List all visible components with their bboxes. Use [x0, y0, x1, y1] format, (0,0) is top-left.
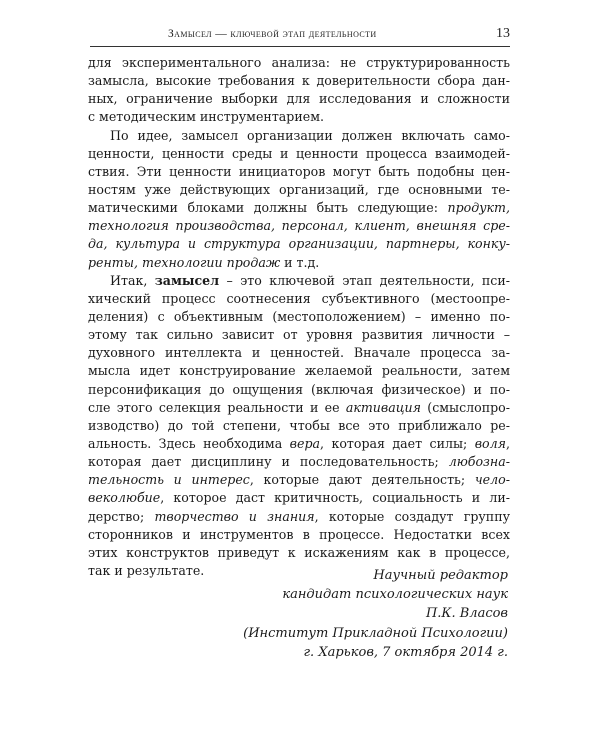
text-line [88, 235, 510, 253]
body-text [88, 54, 510, 580]
text-line: ценности, ценности среды и ценности процесса взаимодей- [88, 145, 510, 161]
emphasis: ренты, технологии продаж [88, 254, 281, 270]
text-line: изводство) до той степени, чтобы все это приближало ре- [88, 417, 510, 433]
header-rule [90, 46, 510, 47]
text-line: мысла идет конструирование желаемой реальности, затем [88, 363, 510, 379]
emphasis: вера [289, 435, 321, 451]
page-number: 13 [496, 26, 510, 41]
text-line: этому так сильно зависит от уровня развития личности – [88, 327, 510, 343]
signature-degree: кандидат психологических наук [282, 587, 508, 603]
signature-institute: (Институт Прикладной Психологии) [243, 625, 508, 641]
text-run: которая дает дисциплину и последовательность; [88, 454, 449, 470]
emphasis: активация [345, 399, 421, 415]
emphasis: да, культура и структура организации, партнеры, конку- [88, 236, 510, 252]
text-line: деления) с объективным (местоположением) – именно по- [88, 308, 510, 324]
emphasis: чело- [474, 472, 510, 488]
text-run: , которая дает силы; [320, 435, 475, 451]
text-line: ствия. Эти ценности инициаторов могут быть подобны цен- [88, 163, 510, 179]
signature-place-date: г. Харьков, 7 октября 2014 г. [303, 644, 508, 660]
emphasis: любозна- [448, 454, 510, 470]
text-line [88, 399, 510, 417]
emphasis: тельность и интерес [88, 472, 250, 488]
text-line: духовного интеллекта и ценностей. Вначале процесса за- [88, 345, 510, 361]
text-line: ных, ограничение выборки для исследования и сложности [88, 91, 510, 107]
text-run: дерство; [88, 508, 155, 524]
text-run: матическими блоками должны быть следующие: [88, 200, 448, 216]
text-run: (смыслопро- [421, 399, 510, 415]
text-line: замысла, высокие требования к доверительности сбора дан- [88, 73, 510, 89]
emphasis: творчество и знания [154, 508, 315, 524]
paragraph-2 [88, 127, 510, 272]
emphasis: технология производства, персонал, клиент, внешняя сре- [88, 218, 510, 234]
text-run: , которое даст критичность, социальность и ли- [160, 490, 510, 506]
text-line: ностям уже действующих организаций, где основными те- [88, 181, 510, 197]
signature-block [190, 566, 508, 662]
text-line: сторонников и инструментов в процессе. Недостатки всех [88, 526, 510, 542]
text-line [88, 272, 510, 290]
text-line: этих конструктов приведут к искажениям как в процессе, [88, 544, 510, 560]
page-header [90, 24, 510, 46]
text-run: альность. Здесь необходима [88, 435, 290, 451]
emphasis: воля [474, 435, 506, 451]
text-line [88, 471, 510, 489]
bold-term: замысел [154, 272, 220, 288]
text-run: , которые дают деятельность; [249, 472, 475, 488]
text-line [88, 508, 510, 526]
emphasis: продукт, [447, 200, 510, 216]
running-head: Замысел — ключевой этап деятельности [168, 28, 377, 40]
text-run: сле этого селекция реальности и ее [88, 399, 346, 415]
text-line: хический процесс соотнесения субъективного (местоопре- [88, 290, 510, 306]
signature-name: П.К. Власов [425, 606, 508, 622]
text-line [88, 453, 510, 471]
text-run: – это ключевой этап деятельности, пси- [219, 272, 510, 288]
text-line [88, 217, 510, 235]
text-line [88, 254, 510, 272]
text-line: для экспериментального анализа: не структурированность [88, 55, 510, 70]
text-line: По идее, замысел организации должен включать само- [110, 127, 510, 143]
text-run: , [505, 435, 510, 451]
text-line: так и результате. [88, 562, 205, 578]
paragraph-3 [88, 272, 510, 580]
text-run: , которые создадут группу [314, 508, 510, 524]
paragraph-1 [88, 54, 510, 127]
text-line [88, 199, 510, 217]
text-line: с методическим инструментарием. [88, 109, 325, 125]
text-line [88, 489, 510, 507]
text-run: Итак, [110, 272, 155, 288]
signature-role: Научный редактор [373, 568, 508, 583]
text-line: персонификация до ощущения (включая физическое) и по- [88, 381, 510, 397]
text-line [88, 435, 510, 453]
text-run: и т.д. [280, 254, 320, 270]
emphasis: веколюбие [88, 490, 161, 506]
